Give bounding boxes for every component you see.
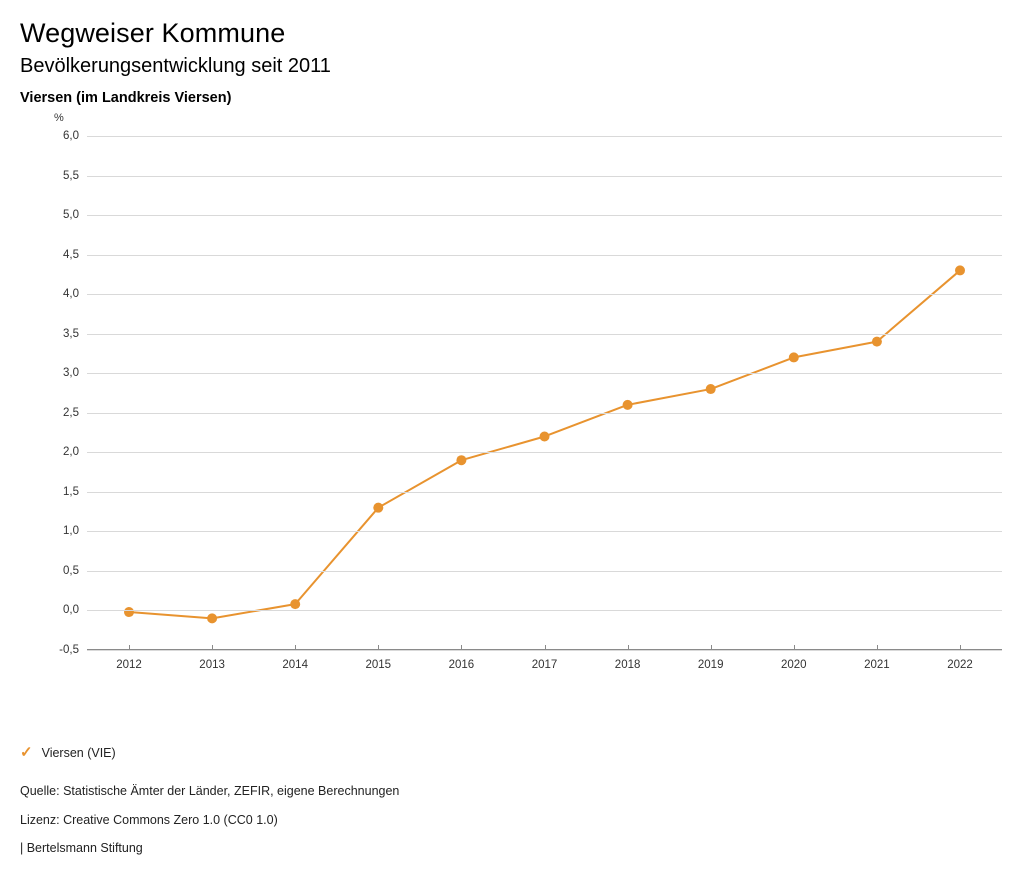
region-label: Viersen (im Landkreis Viersen) bbox=[20, 90, 232, 106]
gridline bbox=[87, 610, 1002, 611]
legend-item-label: Viersen (VIE) bbox=[41, 745, 116, 760]
x-axis-tickmark bbox=[960, 645, 961, 650]
gridline bbox=[87, 452, 1002, 453]
data-point-marker[interactable] bbox=[207, 613, 217, 623]
gridline bbox=[87, 334, 1002, 335]
x-axis-tickmark bbox=[545, 645, 546, 650]
gridline bbox=[87, 373, 1002, 374]
check-icon: ✓ bbox=[20, 744, 33, 761]
x-axis-tick-label: 2022 bbox=[947, 659, 973, 671]
gridline bbox=[87, 255, 1002, 256]
y-axis-tick-label: 0,0 bbox=[63, 604, 79, 617]
series-line bbox=[129, 270, 960, 618]
y-axis-tick-label: 1,5 bbox=[63, 485, 79, 498]
series-line-viersen bbox=[87, 136, 1002, 650]
data-point-marker[interactable] bbox=[623, 400, 633, 410]
y-axis-tick-label: 6,0 bbox=[63, 130, 79, 142]
data-point-marker[interactable] bbox=[789, 352, 799, 362]
gridline bbox=[87, 176, 1002, 177]
x-axis-tick-label: 2013 bbox=[199, 659, 225, 671]
data-point-marker[interactable] bbox=[124, 607, 134, 617]
y-axis-tick-label: 3,5 bbox=[63, 327, 79, 340]
gridline bbox=[87, 294, 1002, 295]
data-point-marker[interactable] bbox=[955, 265, 965, 275]
x-axis-tickmark bbox=[129, 645, 130, 650]
license-text: Lizenz: Creative Commons Zero 1.0 (CC0 1.0) bbox=[20, 812, 278, 827]
x-axis-tick-label: 2014 bbox=[282, 659, 308, 671]
data-point-marker[interactable] bbox=[706, 384, 716, 394]
y-axis-tick-label: 4,5 bbox=[63, 248, 79, 261]
x-axis-tickmark bbox=[628, 645, 629, 650]
gridline bbox=[87, 215, 1002, 216]
y-axis-unit-label: % bbox=[54, 112, 64, 124]
x-axis-tick-label: 2020 bbox=[781, 659, 807, 671]
data-point-marker[interactable] bbox=[290, 599, 300, 609]
x-axis-tickmark bbox=[794, 645, 795, 650]
x-axis-tickmark bbox=[295, 645, 296, 650]
gridline bbox=[87, 531, 1002, 532]
x-axis-tick-label: 2019 bbox=[697, 659, 724, 671]
x-axis-tick-label: 2021 bbox=[864, 659, 890, 671]
legend[interactable] bbox=[20, 745, 116, 760]
gridline bbox=[87, 571, 1002, 572]
x-axis-tickmark bbox=[877, 645, 878, 650]
x-axis-tick-label: 2017 bbox=[531, 659, 558, 671]
publisher-text: | Bertelsmann Stiftung bbox=[20, 841, 143, 855]
x-axis-tick-label: 2016 bbox=[448, 659, 475, 671]
y-axis-tick-label: 0,5 bbox=[63, 564, 79, 577]
x-axis-tick-label: 2012 bbox=[116, 659, 142, 671]
data-point-marker[interactable] bbox=[872, 337, 882, 347]
x-axis-tickmark bbox=[711, 645, 712, 650]
x-axis-tick-label: 2015 bbox=[365, 659, 392, 671]
x-axis-tick-label: 2018 bbox=[614, 659, 641, 671]
gridline bbox=[87, 136, 1002, 137]
y-axis-tick-label: 4,0 bbox=[63, 288, 79, 301]
gridline bbox=[87, 650, 1002, 651]
y-axis-tick-label: 2,5 bbox=[63, 406, 79, 419]
data-point-marker[interactable] bbox=[540, 431, 550, 441]
chart-container bbox=[20, 112, 1004, 712]
chart-subtitle: Bevölkerungsentwicklung seit 2011 bbox=[20, 55, 331, 77]
y-axis-tick-label: 5,0 bbox=[63, 209, 79, 222]
footer bbox=[20, 785, 399, 871]
data-point-marker[interactable] bbox=[373, 503, 383, 513]
gridline bbox=[87, 413, 1002, 414]
y-axis-tick-label: 5,5 bbox=[63, 169, 79, 182]
data-point-marker[interactable] bbox=[456, 455, 466, 465]
y-axis-tick-label: 2,0 bbox=[63, 446, 79, 459]
y-axis-tick-label: -0,5 bbox=[59, 644, 79, 656]
y-axis-tick-label: 1,0 bbox=[63, 525, 79, 538]
plot-area bbox=[59, 130, 1002, 671]
y-axis-tick-label: 3,0 bbox=[63, 367, 79, 380]
page-title: Wegweiser Kommune bbox=[20, 18, 286, 48]
gridline bbox=[87, 492, 1002, 493]
source-text: Quelle: Statistische Ämter der Länder, ZEFIR, eigene Berechnungen bbox=[20, 784, 400, 798]
x-axis-tickmark bbox=[378, 645, 379, 650]
x-axis-tickmark bbox=[461, 645, 462, 650]
x-axis-tickmark bbox=[212, 645, 213, 650]
